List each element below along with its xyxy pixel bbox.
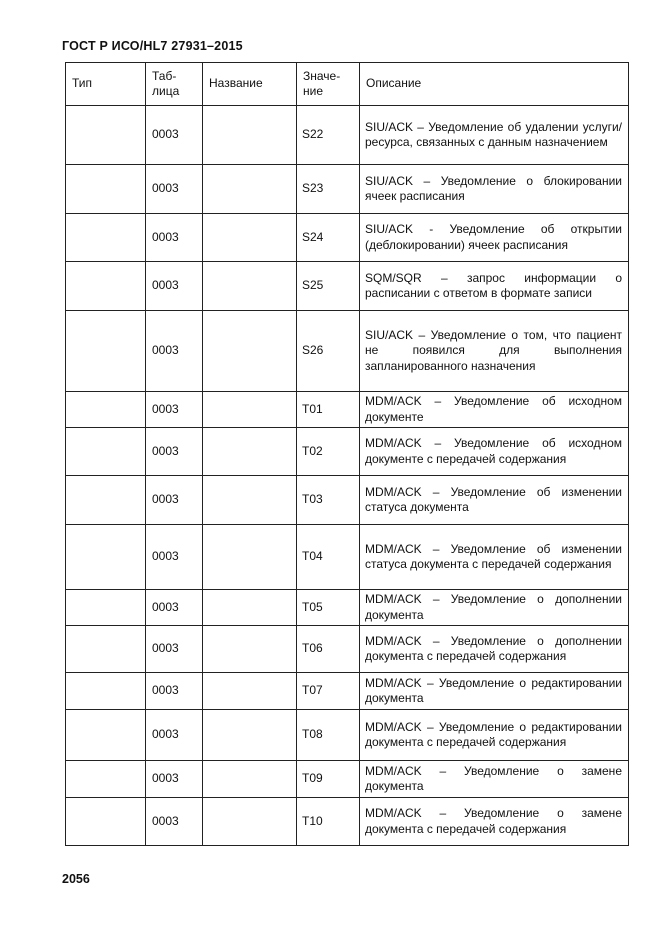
cell-description: SIU/ACK – Уведомление о том, что пациент не появился для выполнения запланированного назначения [360, 311, 629, 392]
table-row [66, 262, 629, 311]
cell-value: T05 [297, 590, 360, 626]
cell-name [203, 428, 297, 476]
table-row [66, 428, 629, 476]
cell-name [203, 476, 297, 525]
table-row [66, 673, 629, 710]
cell-name [203, 311, 297, 392]
cell-name [203, 798, 297, 846]
cell-table: 0003 [146, 311, 203, 392]
cell-description: MDM/ACK – Уведомление об исходном документе с передачей содержания [360, 428, 629, 476]
column-header-value-text: Значе- ние [303, 68, 341, 98]
cell-type [66, 798, 146, 846]
cell-table: 0003 [146, 476, 203, 525]
table-row [66, 710, 629, 761]
cell-table: 0003 [146, 392, 203, 428]
cell-type [66, 106, 146, 165]
column-header-description: Описание [360, 63, 629, 106]
cell-name [203, 525, 297, 590]
cell-value: S25 [297, 262, 360, 311]
cell-description: MDM/ACK – Уведомление о дополнении документа [360, 590, 629, 626]
cell-name [203, 165, 297, 214]
cell-table: 0003 [146, 626, 203, 673]
cell-name [203, 214, 297, 262]
table-header-row [66, 63, 629, 106]
cell-table: 0003 [146, 761, 203, 798]
cell-name [203, 626, 297, 673]
cell-description: MDM/ACK – Уведомление об изменении статуса документа [360, 476, 629, 525]
cell-value: T02 [297, 428, 360, 476]
cell-type [66, 262, 146, 311]
cell-name [203, 710, 297, 761]
cell-name [203, 761, 297, 798]
table-row [66, 106, 629, 165]
table-row [66, 798, 629, 846]
cell-table: 0003 [146, 214, 203, 262]
cell-type [66, 626, 146, 673]
cell-type [66, 392, 146, 428]
table-row [66, 214, 629, 262]
cell-table: 0003 [146, 525, 203, 590]
cell-type [66, 311, 146, 392]
table-row [66, 626, 629, 673]
cell-description: MDM/ACK – Уведомление об исходном документе [360, 392, 629, 428]
cell-description: SIU/ACK – Уведомление об удалении услуги/ресурса, связанных с данным назначением [360, 106, 629, 165]
cell-type [66, 428, 146, 476]
cell-value: T08 [297, 710, 360, 761]
cell-value: S26 [297, 311, 360, 392]
cell-value: T01 [297, 392, 360, 428]
cell-name [203, 673, 297, 710]
cell-value: S24 [297, 214, 360, 262]
cell-type [66, 525, 146, 590]
cell-name [203, 262, 297, 311]
table-row [66, 590, 629, 626]
cell-description: SQM/SQR – запрос информации о расписании с ответом в формате записи [360, 262, 629, 311]
table-row [66, 525, 629, 590]
cell-type [66, 710, 146, 761]
cell-value: T06 [297, 626, 360, 673]
cell-description: MDM/ACK – Уведомление о редактировании документа [360, 673, 629, 710]
cell-name [203, 392, 297, 428]
cell-description: MDM/ACK – Уведомление о замене документа [360, 761, 629, 798]
column-header-value [297, 63, 360, 106]
cell-type [66, 214, 146, 262]
column-header-table [146, 63, 203, 106]
cell-value: S23 [297, 165, 360, 214]
cell-type [66, 165, 146, 214]
cell-value: T03 [297, 476, 360, 525]
cell-value: T09 [297, 761, 360, 798]
cell-name [203, 590, 297, 626]
cell-value: S22 [297, 106, 360, 165]
cell-table: 0003 [146, 710, 203, 761]
cell-table: 0003 [146, 106, 203, 165]
table-row [66, 392, 629, 428]
document-header: ГОСТ Р ИСО/HL7 27931–2015 [62, 39, 243, 53]
cell-table: 0003 [146, 428, 203, 476]
table-row [66, 311, 629, 392]
cell-value: T04 [297, 525, 360, 590]
page-number: 2056 [62, 872, 90, 886]
cell-table: 0003 [146, 262, 203, 311]
cell-type [66, 476, 146, 525]
cell-type [66, 673, 146, 710]
cell-table: 0003 [146, 798, 203, 846]
cell-table: 0003 [146, 673, 203, 710]
column-header-table-text: Таб- лица [152, 68, 180, 98]
column-header-type: Тип [66, 63, 146, 106]
cell-name [203, 106, 297, 165]
cell-type [66, 590, 146, 626]
cell-table: 0003 [146, 590, 203, 626]
table-row [66, 761, 629, 798]
cell-description: SIU/ACK - Уведомление об открытии (деблокировании) ячеек расписания [360, 214, 629, 262]
cell-table: 0003 [146, 165, 203, 214]
cell-value: T07 [297, 673, 360, 710]
cell-description: MDM/ACK – Уведомление о редактировании документа с передачей содержания [360, 710, 629, 761]
cell-description: SIU/ACK – Уведомление о блокировании ячеек расписания [360, 165, 629, 214]
cell-description: MDM/ACK – Уведомление о замене документа с передачей содержания [360, 798, 629, 846]
table-row [66, 476, 629, 525]
cell-description: MDM/ACK – Уведомление об изменении статуса документа с передачей содержания [360, 525, 629, 590]
column-header-name: Название [203, 63, 297, 106]
cell-description: MDM/ACK – Уведомление о дополнении документа с передачей содержания [360, 626, 629, 673]
cell-value: T10 [297, 798, 360, 846]
cell-type [66, 761, 146, 798]
table-row [66, 165, 629, 214]
message-type-table [65, 62, 629, 846]
